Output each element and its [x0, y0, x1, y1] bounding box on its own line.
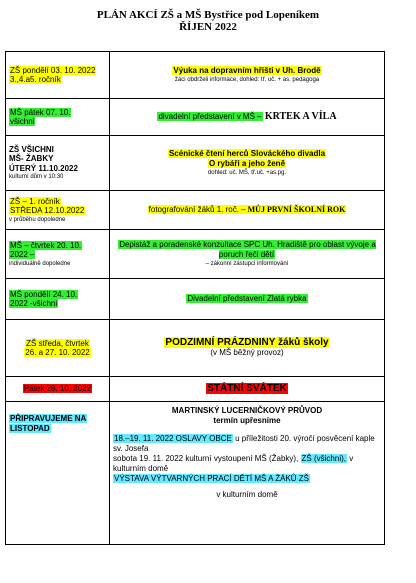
table-row	[6, 320, 385, 377]
upcoming-title: MARTINSKÝ LUCERNIČKOVÝ PRŮVOD	[171, 406, 323, 415]
event-date: MŠ pondělí 24. 10.	[10, 289, 78, 299]
event-participants: všichni	[10, 117, 35, 126]
event-note: dohled: uč. MŠ, tř.uč. +as.pg.	[207, 170, 287, 176]
event-date-cell	[6, 377, 110, 402]
event-date-cell	[6, 230, 110, 279]
event-time: individuálně dopoledne	[9, 260, 71, 267]
upcoming-performance-highlight: ZŠ (všichni),	[301, 454, 346, 463]
event-title: divadelní představení v MŠ –	[158, 112, 262, 121]
upcoming-detail-cell	[110, 402, 385, 545]
event-date: STŘEDA 12.10.2022	[10, 206, 85, 215]
event-title: fotografování žáků 1. roč. –	[148, 205, 246, 214]
event-date: ÚTERÝ 11.10.2022	[9, 163, 78, 173]
event-title: Divadelní představení Zlatá rybka	[187, 294, 307, 303]
event-date: MŠ – čtvrtek 20. 10.	[10, 240, 82, 250]
page-title: PLÁN AKCÍ ZŠ a MŠ Bystřice pod Lopeníkem	[96, 9, 320, 21]
table-row	[6, 136, 385, 191]
event-detail-cell	[110, 99, 385, 136]
table-row	[6, 191, 385, 230]
event-note: žáci obdrželi informace, dohled: tř. uč. + as. pedagoga	[174, 77, 320, 83]
event-title-emphasis: KRTEK A VÍLA	[264, 111, 337, 122]
upcoming-exhibition-place: v kulturním domě	[216, 490, 278, 499]
upcoming-exhibition: VÝSTAVA VÝTVARNÝCH PRACÍ DĚTÍ MŠ A ŽÁKŮ ZŠ	[114, 474, 310, 483]
event-title: Depistáž a poradenské konzultace SPC Uh. Hradiště pro oblast vývoje a poruch řeči dětí	[119, 240, 376, 259]
event-detail-cell	[110, 191, 385, 230]
events-table	[5, 51, 385, 545]
event-participants: MŠ- ŽABKY	[9, 154, 54, 164]
event-note: – zákonní zástupci informování	[205, 261, 289, 267]
table-row	[6, 52, 385, 99]
event-participants: ZŠ VŠICHNI	[9, 144, 54, 154]
event-participants: ZŠ – 1. ročník	[10, 196, 60, 206]
event-title-line2: O rybáři a jeho ženě	[208, 159, 286, 168]
event-detail-cell	[110, 136, 385, 191]
table-row	[6, 99, 385, 136]
event-participants: 3.,4.a5. ročník	[10, 75, 61, 84]
event-date-cell	[6, 136, 110, 191]
upcoming-term: termín upřesníme	[213, 416, 281, 425]
upcoming-performance: sobota 19. 11. 2022 kulturní vystoupení MŠ (Žabky),	[113, 454, 299, 463]
event-date-range: 26. a 27. 10. 2022	[25, 348, 90, 357]
event-date-cell	[6, 52, 110, 99]
event-date: MŠ pátek 07. 10.	[10, 107, 71, 117]
event-detail-cell	[110, 320, 385, 377]
table-row	[6, 377, 385, 402]
upcoming-label: PŘIPRAVUJEME NA	[10, 414, 87, 423]
event-detail-cell	[110, 377, 385, 402]
event-title: PODZIMNÍ PRÁZDNINY žáků školy	[165, 337, 329, 348]
event-date: ZŠ pondělí 03. 10. 2022	[10, 65, 96, 75]
upcoming-celebration-detail: u příležitosti 20. výročí posvěcení kaple sv. Josefa	[113, 434, 375, 453]
upcoming-month: LISTOPAD	[10, 423, 50, 433]
upcoming-label-cell	[6, 402, 110, 545]
event-detail-cell	[110, 52, 385, 99]
event-title-emphasis: MŮJ PRVNÍ ŠKOLNÍ ROK	[247, 205, 346, 214]
event-detail-cell	[110, 230, 385, 279]
event-date: ZŠ středa, čtvrtek	[26, 338, 89, 348]
table-row	[6, 279, 385, 320]
table-row	[6, 402, 385, 545]
event-date-cell	[6, 320, 110, 377]
event-date-cell	[6, 279, 110, 320]
event-participants: 2022 -všichni	[10, 299, 58, 308]
event-date-cell	[6, 99, 110, 136]
event-time: v průběhu dopoledne	[9, 216, 66, 223]
event-title: Scénické čtení herců Slováckého divadla	[168, 149, 326, 158]
event-title: Výuka na dopravním hřišti v Uh. Brodě	[173, 66, 321, 75]
upcoming-celebration: 18.–19. 11. 2022 OSLAVY OBCE	[114, 434, 232, 443]
table-row	[6, 230, 385, 279]
page-subtitle: ŘÍJEN 2022	[179, 21, 237, 33]
event-title: STÁTNÍ SVÁTEK	[207, 383, 287, 394]
event-date: Pátek 28. 10. 2022	[23, 384, 92, 394]
event-date-year: 2022 –	[10, 250, 35, 259]
upcoming-performance-place: v kulturním domě	[113, 454, 354, 473]
event-detail-cell	[110, 279, 385, 320]
event-date-cell	[6, 191, 110, 230]
event-location: kulturní dům v 10:30	[9, 174, 64, 181]
event-note: (v MŠ běžný provoz)	[210, 348, 284, 357]
